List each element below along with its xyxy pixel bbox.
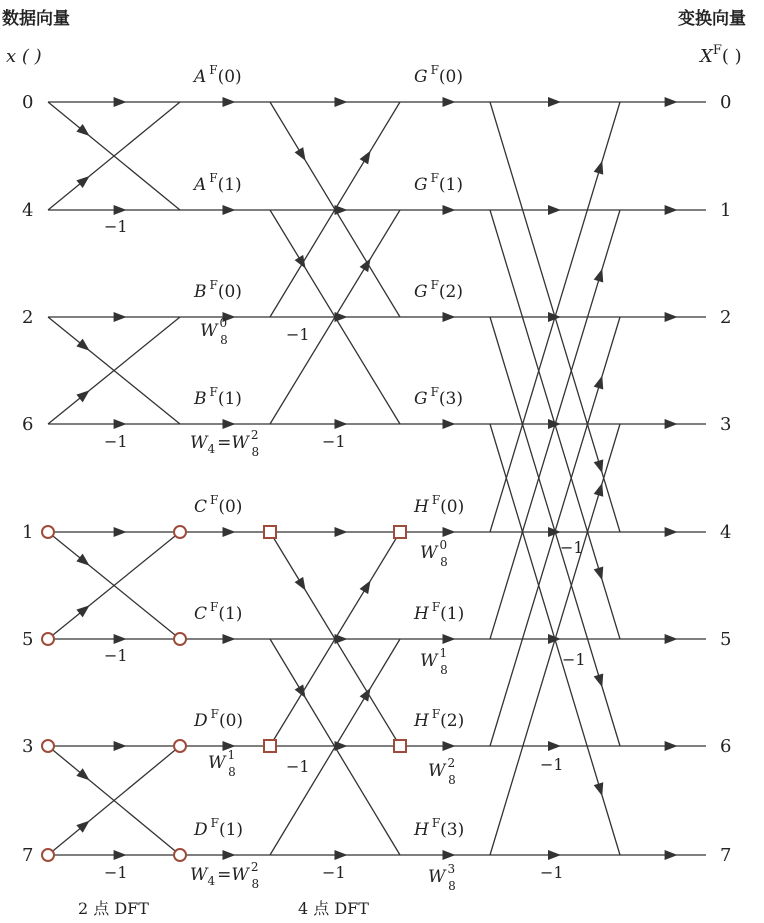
minus-one-s1-b: −1: [104, 432, 128, 451]
input-label-5: 5: [22, 629, 34, 650]
output-label-3: 3: [720, 414, 732, 435]
flow-arrow-32: [335, 634, 348, 644]
flow-arrow-52: [76, 554, 92, 570]
twiddle-w8-1: W $^1$ 8: [208, 748, 236, 779]
square-node-3: [394, 740, 406, 752]
flow-arrow-24: [114, 527, 127, 537]
flow-arrow-55: [76, 817, 92, 833]
output-vector-label: $X^F$( ): [700, 43, 742, 67]
flow-arrow-68: [594, 674, 607, 689]
square-node-0: [264, 526, 276, 538]
circle-node-2: [42, 633, 54, 645]
input-label-4: 1: [22, 522, 34, 543]
flow-arrow-8: [335, 205, 348, 215]
footer-4pt-dft: 4 点 DFT: [298, 899, 369, 918]
minus-one-s3-b: −1: [562, 650, 586, 669]
stage1-label-5: C $^F$(1): [194, 600, 243, 624]
flow-arrow-62: [295, 684, 310, 700]
square-node-2: [264, 740, 276, 752]
flow-arrow-58: [295, 255, 310, 271]
flow-arrow-9: [443, 205, 456, 215]
output-label-1: 1: [720, 200, 732, 221]
flow-arrow-59: [360, 256, 375, 272]
flow-arrow-38: [335, 741, 348, 751]
input-vector-label: x ( ): [6, 46, 42, 67]
minus-one-s2-c: −1: [286, 757, 310, 776]
output-label-7: 7: [720, 845, 732, 866]
flow-arrow-11: [665, 205, 678, 215]
flow-arrow-43: [223, 850, 236, 860]
input-label-3: 6: [22, 414, 34, 435]
circle-node-0: [42, 526, 54, 538]
flow-arrow-39: [443, 741, 456, 751]
flow-arrow-19: [223, 419, 236, 429]
flow-arrow-66: [594, 567, 607, 582]
flow-arrow-4: [548, 97, 561, 107]
minus-one-s3-c: −1: [540, 755, 564, 774]
flow-arrow-56: [295, 147, 310, 163]
circle-node-4: [42, 740, 54, 752]
flow-arrow-31: [223, 634, 236, 644]
flow-arrow-45: [443, 850, 456, 860]
minus-one-s1-d: −1: [104, 863, 128, 882]
flow-arrow-23: [665, 419, 678, 429]
stage1-label-4: C $^F$(0): [194, 493, 243, 517]
input-label-7: 7: [22, 845, 34, 866]
data-vector-title: 数据向量: [2, 9, 70, 29]
flow-arrow-30: [114, 634, 127, 644]
minus-one-s3-d: −1: [540, 863, 564, 882]
flow-arrow-40: [548, 741, 561, 751]
flow-arrow-49: [76, 172, 92, 188]
flow-arrow-3: [443, 97, 456, 107]
input-label-0: 0: [22, 92, 34, 113]
stage1-label-2: B $^F$(0): [194, 278, 242, 302]
flow-arrow-0: [114, 97, 127, 107]
stage1-label-3: B $^F$(1): [194, 385, 242, 409]
twiddle-w8-0: W $^0$ 8: [200, 316, 228, 347]
stage2-label-6: H $^F$(2): [414, 707, 465, 731]
flow-arrow-65: [594, 159, 607, 174]
flow-arrow-60: [295, 577, 310, 593]
flow-arrow-44: [335, 850, 348, 860]
output-label-6: 6: [720, 736, 732, 757]
square-node-1: [394, 526, 406, 538]
input-index-labels: [22, 92, 33, 866]
stage2-label-5: H $^F$(1): [414, 600, 465, 624]
flow-arrow-48: [76, 124, 92, 140]
flow-arrow-2: [335, 97, 348, 107]
twiddle-h-w8-2: W $^2$ 8: [428, 756, 456, 787]
flow-arrow-14: [335, 312, 348, 322]
stage2-label-2: G $^F$(2): [414, 278, 464, 302]
stage1-label-0: A $^F$(0): [194, 63, 242, 87]
minus-one-s1-a: −1: [104, 217, 128, 236]
input-label-2: 2: [22, 307, 34, 328]
flow-arrow-47: [665, 850, 678, 860]
flow-arrow-10: [548, 205, 561, 215]
twiddle-w4-eq-w8-2: $W_4 =W$ $^2$ 8: [190, 428, 260, 459]
flow-arrow-6: [114, 205, 127, 215]
footer-2pt-dft: 2 点 DFT: [78, 899, 149, 918]
flow-arrow-70: [594, 782, 607, 797]
butterfly-lines: [48, 102, 706, 855]
output-label-5: 5: [720, 629, 732, 650]
circle-node-5: [174, 740, 186, 752]
flow-arrow-57: [360, 148, 375, 164]
stage1-label-7: D $^F$(1): [194, 816, 244, 840]
minus-one-s2-b: −1: [322, 432, 346, 451]
flow-arrow-26: [335, 527, 348, 537]
flow-arrow-17: [665, 312, 678, 322]
stage2-label-4: H $^F$(0): [414, 493, 465, 517]
flow-arrow-29: [665, 527, 678, 537]
stage2-label-3: G $^F$(3): [414, 385, 464, 409]
twiddle-w4-eq-w8-2-bottom: $W_4 =W$ $^2$ 8: [190, 860, 260, 891]
output-label-0: 0: [720, 92, 732, 113]
flow-arrow-50: [76, 339, 92, 355]
flow-arrow-21: [443, 419, 456, 429]
flow-arrow-69: [594, 374, 607, 389]
flow-arrow-51: [76, 386, 92, 402]
flow-arrow-36: [114, 741, 127, 751]
output-label-2: 2: [720, 307, 732, 328]
flow-arrow-27: [443, 527, 456, 537]
minus-one-s2-a: −1: [286, 325, 310, 344]
flow-arrow-15: [443, 312, 456, 322]
flow-arrow-7: [223, 205, 236, 215]
highlight-nodes: [42, 526, 406, 861]
flow-arrow-67: [594, 267, 607, 282]
stage2-label-0: G $^F$(0): [414, 63, 464, 87]
flow-arrow-42: [114, 850, 127, 860]
flow-arrow-61: [360, 578, 375, 594]
transform-vector-title: 变换向量: [678, 9, 746, 29]
twiddle-h-w8-0: W $^0$ 8: [420, 538, 448, 569]
flow-arrow-12: [114, 312, 127, 322]
circle-node-7: [174, 849, 186, 861]
stage2-label-7: H $^F$(3): [414, 816, 465, 840]
flow-arrow-20: [335, 419, 348, 429]
flow-arrow-1: [223, 97, 236, 107]
stage2-label-1: G $^F$(1): [414, 171, 464, 195]
flow-arrow-35: [665, 634, 678, 644]
output-index-labels: [720, 92, 731, 866]
minus-one-s2-d: −1: [322, 863, 346, 882]
flow-arrow-46: [548, 850, 561, 860]
flow-arrow-54: [76, 768, 92, 784]
flow-arrow-18: [114, 419, 127, 429]
stage1-label-1: A $^F$(1): [194, 171, 242, 195]
flow-arrow-41: [665, 741, 678, 751]
flow-arrow-53: [76, 601, 92, 617]
flow-arrow-63: [360, 685, 375, 701]
stage1-label-6: D $^F$(0): [194, 707, 244, 731]
minus-one-s3-a: −1: [560, 538, 584, 557]
stage2-node-labels: [413, 63, 464, 840]
circle-node-1: [174, 526, 186, 538]
flow-arrow-5: [665, 97, 678, 107]
circle-node-6: [42, 849, 54, 861]
flow-arrow-33: [443, 634, 456, 644]
output-label-4: 4: [720, 522, 732, 543]
circle-node-3: [174, 633, 186, 645]
twiddle-h-w8-3: W $^3$ 8: [428, 862, 456, 893]
input-label-1: 4: [22, 200, 34, 221]
input-label-6: 3: [22, 736, 34, 757]
minus-one-s1-c: −1: [104, 646, 128, 665]
flow-arrow-25: [223, 527, 236, 537]
twiddle-h-w8-1: W $^1$ 8: [420, 646, 448, 677]
